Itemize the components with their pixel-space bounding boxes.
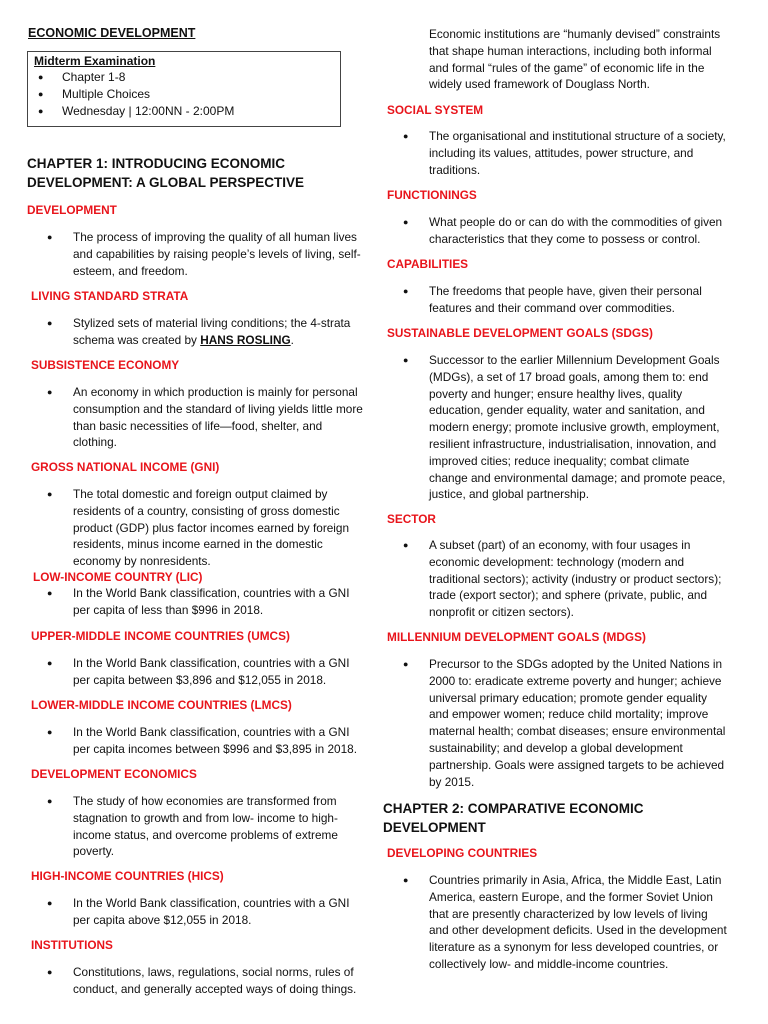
definition-text-part: Stylized sets of material living conditions; the 4-strata schema was created by [73,316,351,347]
definition-text: ● What people do or can do with the commodities of given characteristics that they come to possess or control. [383,214,728,248]
entry-lic [33,570,367,585]
chapter-1-title-line-1: CHAPTER 1: INTRODUCING ECONOMIC [27,156,286,171]
definition-block [383,283,728,317]
term-heading: SUBSISTENCE ECONOMY [31,358,180,372]
exam-item: ● Wednesday | 12:00NN - 2:00PM [34,103,334,120]
term-heading: GROSS NATIONAL INCOME (GNI) [31,460,220,474]
term-heading: UPPER-MIDDLE INCOME COUNTRIES (UMCS) [31,629,290,643]
exam-item: ● Chapter 1-8 [34,69,334,86]
definition-text: ● An economy in which production is mainly for personal consumption and the standard of living yields little more than basic necessities of life—food, shelter, and clothing. [27,384,367,451]
definition-text: ● The freedoms that people have, given their personal features and their command over commodities. [383,283,728,317]
term-heading: SECTOR [387,512,436,526]
exam-info-box [27,51,341,127]
term-heading: MILLENNIUM DEVELOPMENT GOALS (MDGS) [387,630,646,644]
definition-text: ● In the World Bank classification, countries with a GNI per capita of less than $996 in 2018. [27,585,367,619]
entry-gni [31,460,367,475]
continuation-text: Economic institutions are “humanly devised” constraints that shape human interactions, including both informal and formal “rules of the game” of economic life in the widely used framework of Douglass North. [429,27,721,92]
definition-block [27,585,367,619]
definition-text [27,315,367,349]
definition-block [383,214,728,248]
institutions-continuation [383,26,728,93]
exam-title: Midterm Examination [34,54,156,68]
entry-institutions [31,938,367,953]
right-chapter-heading [383,799,728,837]
definition-text: ● The study of how economies are transformed from stagnation to growth and from low- income to high-income status, and overcome problems of extreme poverty. [27,793,367,860]
definition-block [27,655,367,689]
term-heading: INSTITUTIONS [31,938,113,952]
term-heading: DEVELOPMENT [27,203,117,217]
definition-block [27,724,367,758]
hans-rosling-name: HANS ROSLING [200,332,291,347]
term-heading: SOCIAL SYSTEM [387,103,484,117]
definition-text-end: . [290,332,294,347]
definition-text: ● Constitutions, laws, regulations, social norms, rules of conduct, and generally accepted ways of doing things. [27,964,367,998]
definition-block [27,315,367,349]
entry-sdgs [387,326,728,341]
definition-block [383,656,728,790]
definition-block [383,537,728,621]
entry-mdgs [387,630,728,645]
entry-functionings [387,188,728,203]
definition-block [27,964,367,998]
entry-development-economics [31,767,367,782]
definition-block [27,384,367,451]
entry-living-standard-strata [31,289,367,304]
entry-subsistence-economy [31,358,367,373]
entry-sector [387,512,728,527]
definition-block [383,352,728,503]
entry-hics [31,869,367,884]
entry-lmcs [31,698,367,713]
definition-text: ● The organisational and institutional structure of a society, including its values, attitudes, power structure, and traditions. [383,128,728,178]
entry-umcs [31,629,367,644]
entry-social-system [387,103,728,118]
chapter-1-title-line-2: DEVELOPMENT: A GLOBAL PERSPECTIVE [27,175,305,190]
term-heading: LIVING STANDARD STRATA [31,289,189,303]
page-title: ECONOMIC DEVELOPMENT [28,26,196,40]
chapter-2-title-line-2: DEVELOPMENT [383,820,486,835]
term-heading: DEVELOPMENT ECONOMICS [31,767,197,781]
definition-text: ● Countries primarily in Asia, Africa, the Middle East, Latin America, eastern Europe, and the former Soviet Union that are presently characterized by low levels of living and other development deficits. Used in the development literature as a synonym for less developed countries, or collectively low- and middle-income countries. [383,872,728,973]
exam-item: ● Multiple Choices [34,86,334,103]
term-heading: SUSTAINABLE DEVELOPMENT GOALS (SDGS) [387,326,653,340]
definition-text: ● The process of improving the quality of all human lives and capabilities by raising people’s levels of living, self-esteem, and freedom. [27,229,367,279]
term-heading: CAPABILITIES [387,257,469,271]
entry-capabilities [387,257,728,272]
term-heading: LOWER-MIDDLE INCOME COUNTRIES (LMCS) [31,698,292,712]
definition-text: ● In the World Bank classification, countries with a GNI per capita above $12,055 in 2018. [27,895,367,929]
chapter-2-title-line-1: CHAPTER 2: COMPARATIVE ECONOMIC [383,801,644,816]
term-heading: LOW-INCOME COUNTRY (LIC) [33,570,203,584]
definition-block [383,128,728,178]
definition-text: ● In the World Bank classification, countries with a GNI per capita between $3,896 and $12,055 in 2018. [27,655,367,689]
definition-text: ● In the World Bank classification, countries with a GNI per capita incomes between $996 and $3,895 in 2018. [27,724,367,758]
definition-block [27,895,367,929]
left-chapter-heading [27,154,367,192]
term-heading: HIGH-INCOME COUNTRIES (HICS) [31,869,224,883]
definition-text: ● Precursor to the SDGs adopted by the United Nations in 2000 to: eradicate extreme poverty and hunger; achieve universal primary education; promote gender equality and empower women; reduce child mortality; improve maternal health; combat diseases; ensure environmental sustainability; and develop a global development partnership. Goals were assigned targets to be achieved by 2015. [383,656,728,790]
definition-block [383,872,728,973]
term-heading: FUNCTIONINGS [387,188,477,202]
entry-developing-countries [387,846,728,861]
definition-text: ● The total domestic and foreign output claimed by residents of a country, consisting of gross domestic product (GDP) plus factor incomes earned by foreign residents, minus income earned in the domestic economy by nonresidents. [27,486,367,570]
definition-block [27,486,367,570]
definition-block [27,229,367,279]
definition-text: ● A subset (part) of an economy, with four usages in economic development: technology (modern and traditional sectors); activity (industry or product sectors); trade (export sector); and sphere (private, public, and nonprofit or citizen sectors). [383,537,728,621]
definition-block [27,793,367,860]
exam-list [34,69,334,120]
entry-development [27,203,367,218]
definition-text: ● Successor to the earlier Millennium Development Goals (MDGs), a set of 17 broad goals, among them to: end poverty and hunger; ensure healthy lives, quality education, gender equality, water and sanitation, and modern energy; promote inclusive growth, employment, resilient infrastructure, industrialisation, innovation, and improved cities; reduce inequality; combat climate change and environmental damage; and promote peace, justice, and global partnership. [383,352,728,503]
term-heading: DEVELOPING COUNTRIES [387,846,538,860]
